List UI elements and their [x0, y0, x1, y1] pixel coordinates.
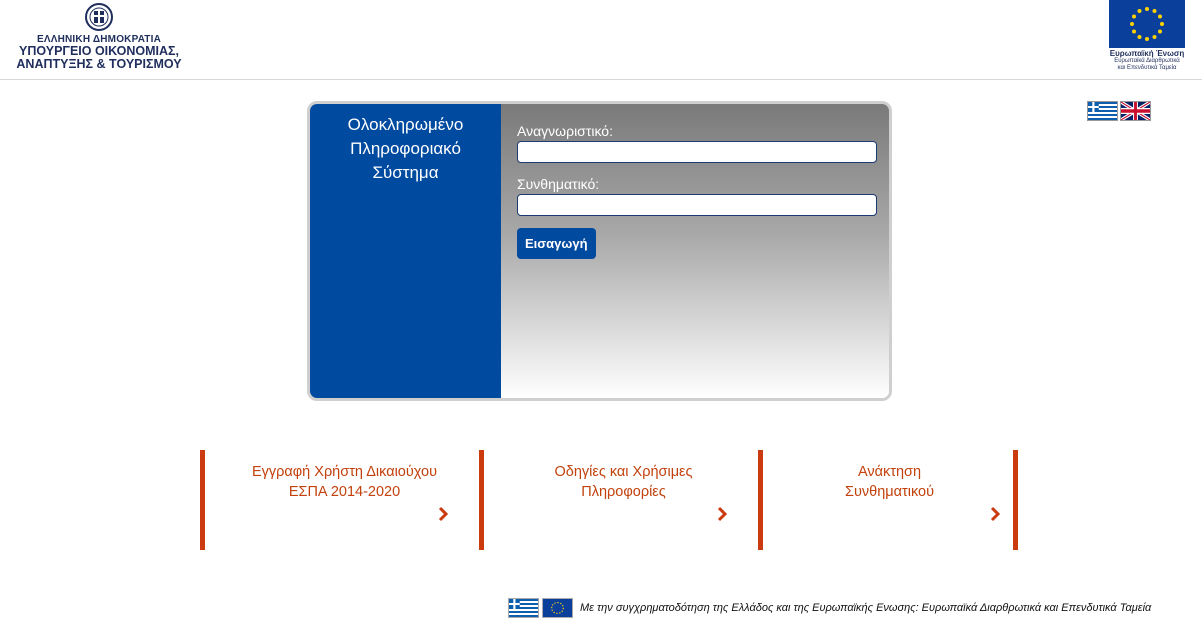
register-beneficiary-line-2: ΕΣΠΑ 2014-2020 — [288, 484, 401, 500]
register-beneficiary-link[interactable] — [200, 450, 484, 550]
eu-star — [1132, 15, 1136, 19]
links-end-divider — [1013, 450, 1018, 550]
eu-star — [1158, 30, 1162, 34]
greek-emblem-icon — [84, 2, 114, 32]
login-panel — [307, 101, 892, 401]
eu-logo — [1108, 0, 1186, 78]
chevron-right-icon — [717, 506, 727, 522]
password-label: Συνθηματικό: — [517, 176, 600, 192]
password-recovery-line-2: Συνθηματικού — [844, 484, 935, 500]
password-recovery-link[interactable] — [758, 450, 1016, 550]
greek-flag-icon — [1088, 102, 1117, 120]
instructions-label — [484, 450, 763, 502]
eu-star — [1153, 35, 1157, 39]
register-beneficiary-label — [205, 450, 484, 502]
instructions-line-1: Οδηγίες και Χρήσιμες — [554, 464, 693, 480]
system-title-line-2: Πληροφοριακό — [350, 139, 461, 158]
eu-star — [1130, 22, 1134, 26]
greek-flag-icon — [509, 599, 538, 617]
eu-logo-subtitle-2: και Επενδυτικά Ταμεία — [1117, 65, 1177, 71]
language-greek-link[interactable] — [1087, 101, 1118, 121]
eu-star — [1158, 15, 1162, 19]
language-english-link[interactable] — [1120, 101, 1151, 121]
eu-flag-footer — [542, 598, 573, 618]
instructions-line-2: Πληροφορίες — [581, 484, 666, 500]
chevron-right-icon — [438, 506, 448, 522]
eu-logo-title: Ευρωπαϊκή Ένωση — [1109, 49, 1185, 58]
eu-star — [1138, 35, 1142, 39]
username-label: Αναγνωριστικό: — [517, 123, 613, 139]
password-recovery-line-1: Ανάκτηση — [857, 464, 922, 480]
system-title-line-3: Σύστημα — [372, 163, 439, 182]
login-form — [501, 104, 889, 398]
eu-logo-subtitle-1: Ευρωπαϊκά Διαρθρωτικά — [1114, 58, 1180, 64]
ministry-logo — [14, 2, 184, 76]
uk-flag-icon — [1121, 102, 1150, 120]
eu-star — [1145, 37, 1149, 41]
eu-star — [1138, 9, 1142, 13]
greek-flag-footer — [508, 598, 539, 618]
username-input[interactable] — [517, 141, 877, 163]
ministry-line-1: ΕΛΛΗΝΙΚΗ ΔΗΜΟΚΡΑΤΙΑ — [36, 34, 162, 45]
register-beneficiary-line-1: Εγγραφή Χρήστη Δικαιούχου — [251, 464, 438, 480]
login-submit-button[interactable]: Εισαγωγή — [517, 228, 596, 259]
eu-star — [1132, 30, 1136, 34]
instructions-link[interactable] — [479, 450, 763, 550]
chevron-right-icon — [990, 506, 1000, 522]
eu-star — [1145, 7, 1149, 11]
system-title-panel — [310, 104, 501, 398]
eu-star — [1153, 9, 1157, 13]
system-title — [310, 113, 501, 185]
cofunding-notice: Με την συγχρηματοδότηση της Ελλάδος και της Ευρωπαϊκής Ενωσης: Ευρωπαϊκά Διαρθρωτικά και Επενδυτικά Ταμεία — [580, 602, 1152, 614]
system-title-line-1: Ολοκληρωμένο — [347, 115, 464, 134]
ministry-line-3: ΑΝΑΠΤΥΞΗΣ & ΤΟΥΡΙΣΜΟΥ — [16, 57, 182, 71]
password-input[interactable] — [517, 194, 877, 216]
page-footer — [508, 597, 1151, 619]
password-recovery-label — [763, 450, 1016, 502]
page-header — [0, 0, 1202, 80]
eu-flag-icon — [1109, 0, 1185, 48]
ministry-line-2: ΥΠΟΥΡΓΕΙΟ ΟΙΚΟΝΟΜΙΑΣ, — [19, 44, 179, 58]
eu-flag-icon — [543, 599, 572, 617]
eu-star — [1160, 22, 1164, 26]
